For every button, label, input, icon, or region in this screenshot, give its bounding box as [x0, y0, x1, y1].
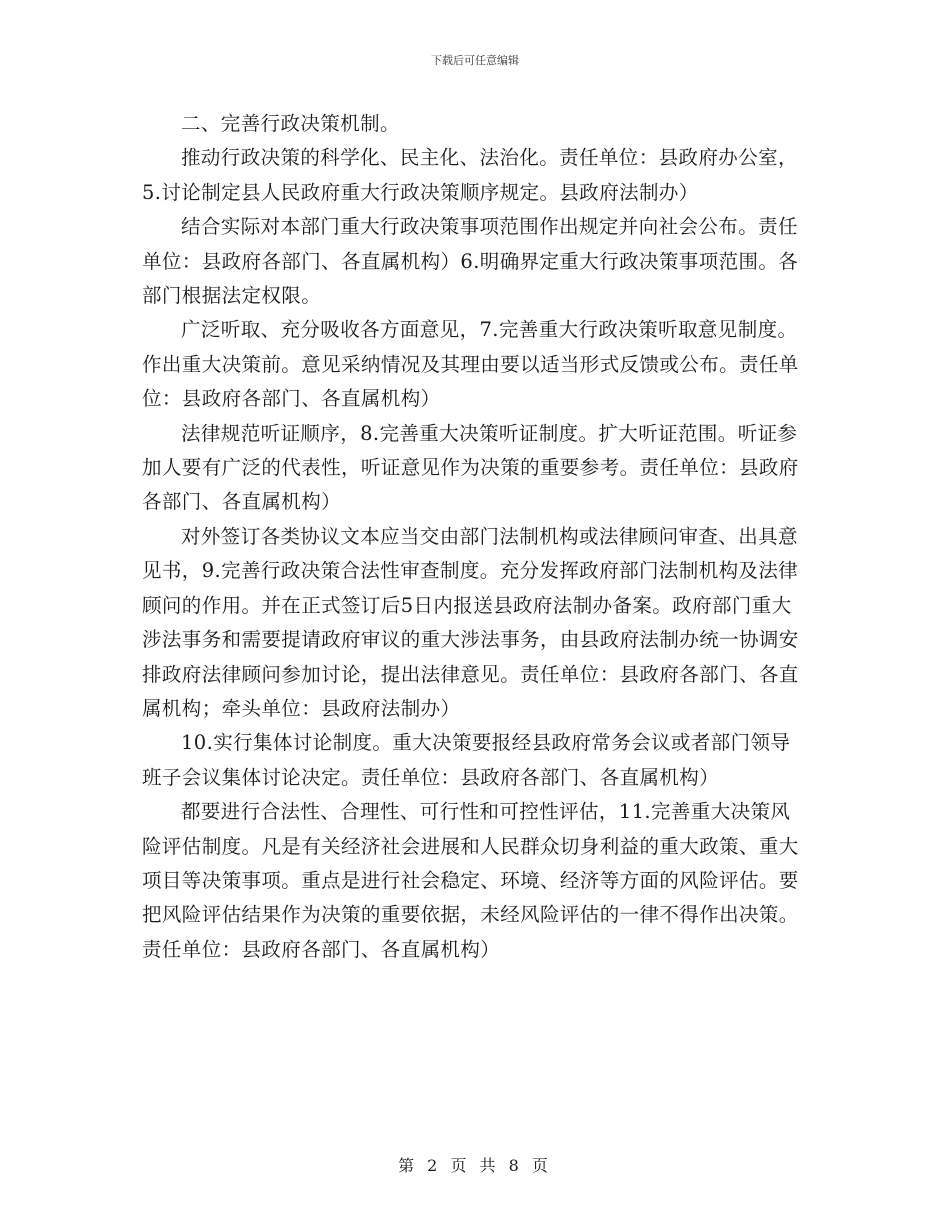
paragraph: 对外签订各类协议文本应当交由部门法制机构或法律顾问审查、出具意见书，9.完善行政决策合法性审查制度。充分发挥政府部门法制机构及法律顾问的作用。并在正式签订后5日内报送县政府法制办备案。政府部门重大涉法事务和需要提请政府审议的重大涉法事务，由县政府法制办统一协调安排政府法律顾问参加讨论，提出法律意见。责任单位：县政府各部门、各直属机构；牵头单位：县政府法制办）: [142, 524, 799, 720]
paragraph: 推动行政决策的科学化、民主化、法治化。责任单位：县政府办公室，5.讨论制定县人民政府重大行政决策顺序规定。县政府法制办）: [142, 146, 798, 204]
document-body: [142, 107, 810, 967]
paragraph: 广泛听取、充分吸收各方面意见，7.完善重大行政决策听取意见制度。作出重大决策前。意见采纳情况及其理由要以适当形式反馈或公布。责任单位：县政府各部门、各直属机构）: [142, 318, 799, 411]
section-heading: 二、完善行政决策机制。: [181, 112, 400, 135]
paragraph: 10.实行集体讨论制度。重大决策要报经县政府常务会议或者部门领导班子会议集体讨论决定。责任单位：县政府各部门、各直属机构）: [142, 731, 791, 789]
page-number: 第 2 页 共 8 页: [398, 1156, 552, 1175]
header-note: 下载后可任意编辑: [431, 54, 519, 67]
paragraph: 法律规范听证顺序，8.完善重大决策听证制度。扩大听证范围。听证参加人要有广泛的代表性，听证意见作为决策的重要参考。责任单位：县政府各部门、各直属机构）: [142, 421, 799, 514]
paragraph: 结合实际对本部门重大行政决策事项范围作出规定并向社会公布。责任单位：县政府各部门、各直属机构）6.明确界定重大行政决策事项范围。各部门根据法定权限。: [142, 215, 799, 308]
paragraph: 都要进行合法性、合理性、可行性和可控性评估，11.完善重大决策风险评估制度。凡是有关经济社会进展和人民群众切身利益的重大政策、重大项目等决策事项。重点是进行社会稳定、环境、经济等方面的风险评估。要把风险评估结果作为决策的重要依据，未经风险评估的一律不得作出决策。责任单位：县政府各部门、各直属机构）: [142, 800, 799, 961]
